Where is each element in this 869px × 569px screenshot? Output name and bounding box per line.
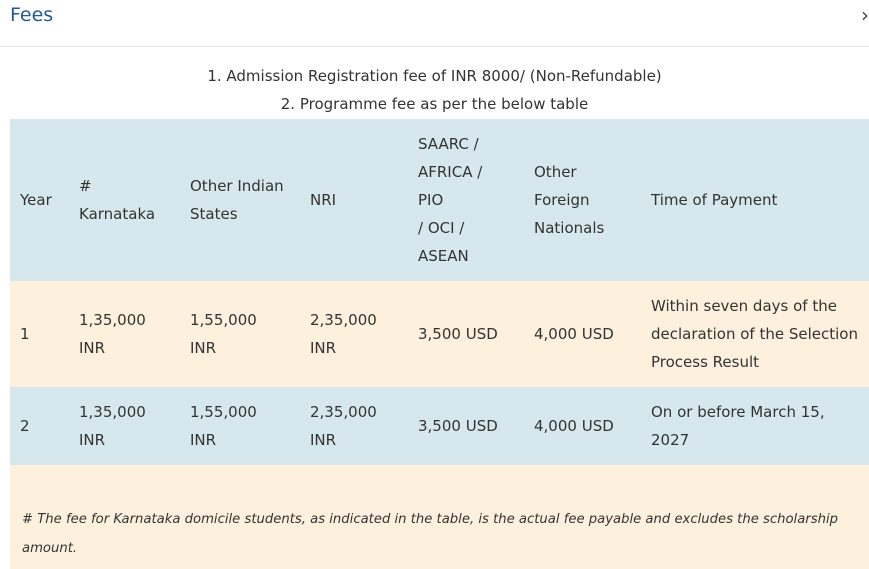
header-time-of-payment: Time of Payment (651, 191, 778, 209)
fee-table (10, 119, 869, 465)
table-row (10, 387, 869, 465)
note-registration-fee: 1. Admission Registration fee of INR 8000/ (Non-Refundable) (207, 67, 662, 85)
header-nri: NRI (310, 191, 337, 209)
modal-title: Fees (10, 4, 54, 26)
header-saarc: SAARC / AFRICA / PIO / OCI / ASEAN (418, 135, 483, 265)
cell-nri: 2,35,000 INR (310, 311, 377, 357)
close-icon[interactable]: › (861, 3, 869, 27)
note-programme-fee: 2. Programme fee as per the below table (280, 95, 589, 113)
cell-saarc: 3,500 USD (418, 325, 498, 343)
cell-karnataka: 1,35,000 INR (79, 403, 146, 449)
cell-other-states: 1,55,000 INR (190, 403, 257, 449)
cell-foreign: 4,000 USD (534, 325, 614, 343)
table-header-row (10, 119, 869, 281)
modal-header (0, 0, 869, 47)
header-other-foreign-nationals: Other Foreign Nationals (534, 163, 605, 237)
header-year: Year (20, 191, 52, 209)
cell-saarc: 3,500 USD (418, 417, 498, 435)
header-other-indian-states: Other Indian States (190, 177, 284, 223)
cell-karnataka: 1,35,000 INR (79, 311, 146, 357)
cell-payment: Within seven days of the declaration of the Selection Process Result (651, 297, 858, 371)
header-karnataka: # Karnataka (79, 177, 156, 223)
table-row (10, 281, 869, 387)
cell-year: 2 (20, 417, 30, 435)
cell-foreign: 4,000 USD (534, 417, 614, 435)
fee-notes (0, 62, 869, 118)
cell-year: 1 (20, 325, 30, 343)
cell-nri: 2,35,000 INR (310, 403, 377, 449)
cell-payment: On or before March 15, 2027 (651, 403, 825, 449)
karnataka-footnote: # The fee for Karnataka domicile students, as indicated in the table, is the actual fee payable and excludes the scholarship amount. (10, 465, 869, 569)
cell-other-states: 1,55,000 INR (190, 311, 257, 357)
